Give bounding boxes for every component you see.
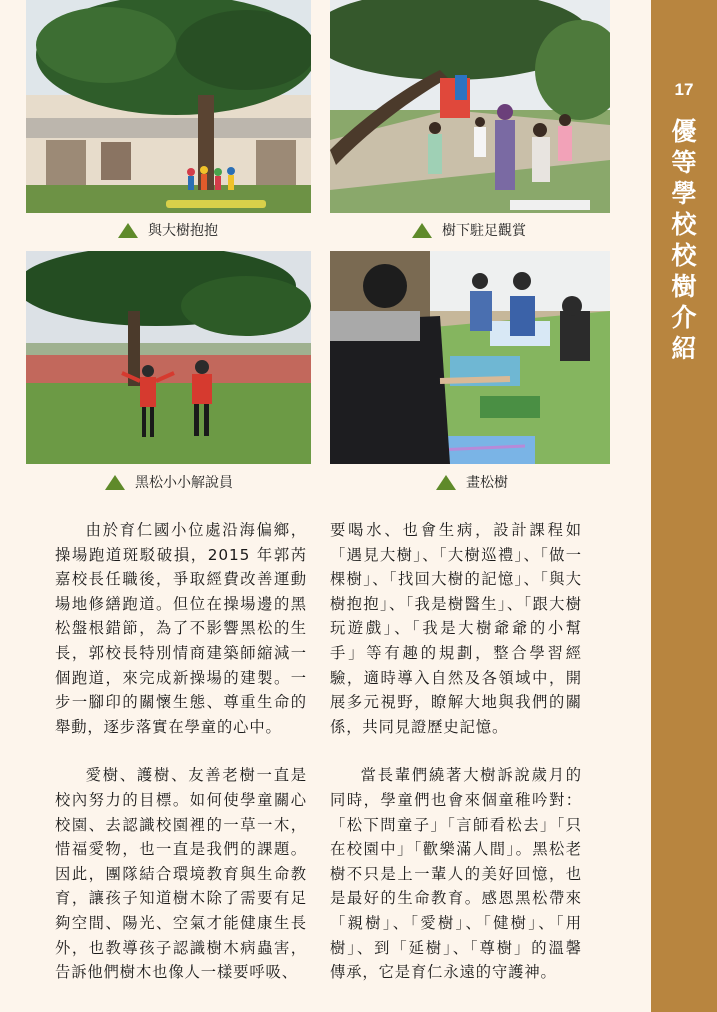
photo-hug-tree: [26, 0, 311, 213]
photo-viewing-under-tree: [330, 0, 610, 213]
caption-text: 黑松小小解說員: [135, 475, 233, 491]
article-right-column: [330, 518, 582, 985]
section-title: 優等學校校樹介紹: [671, 117, 697, 363]
caption-little-guides: [105, 472, 233, 492]
photo-little-guides: [26, 251, 311, 464]
triangle-marker-icon: [105, 475, 125, 490]
triangle-marker-icon: [118, 223, 138, 238]
triangle-marker-icon: [412, 223, 432, 238]
article-paragraph: 當長輩們繞著大樹訴說歲月的同時，學童們也會來個童稚吟對：「松下問童子」「言師看松去」「只在校園中」「歡樂滿人間」。黑松老樹不只是上一輩人的美好回憶，也是最好的生命教育。感恩黑松帶來「親樹」、「愛樹」、「健樹」、「用樹」、到「延樹」、「尊樹」的溫馨傳承，它是育仁永遠的守護神。: [330, 766, 582, 982]
photo-painting-pines: [330, 251, 610, 464]
article-left-column: [55, 518, 307, 985]
article-paragraph: 由於育仁國小位處沿海偏鄉，操場跑道斑駁破損，2015 年郭芮嘉校長任職後，爭取經費改善運動場地修繕跑道。但位在操場邊的黑松盤根錯節，為了不影響黑松的生長，郭校長特別情商建築師縮減一個跑道，來完成新操場的建製。一步一腳印的關懷生態、尊重生命的舉動，逐步落實在學童的心中。: [55, 521, 307, 736]
triangle-marker-icon: [436, 475, 456, 490]
article-paragraph: 要喝水、也會生病，設計課程如「遇見大樹」、「大樹巡禮」、「做一棵樹」、「找回大樹的記憶」、「與大樹抱抱」、「我是樹醫生」、「跟大樹玩遊戲」、「我是大樹爺爺的小幫手」等有趣的規劃，整合學習經驗，適時導入自然及各領域中，開展多元視野，瞭解大地與我們的關係，共同見證歷史記憶。: [330, 521, 582, 736]
caption-text: 與大樹抱抱: [148, 223, 218, 239]
caption-text: 畫松樹: [466, 475, 508, 491]
sidebar: [651, 0, 717, 1012]
caption-viewing-under-tree: [412, 220, 526, 240]
caption-hug-tree: [118, 220, 218, 240]
caption-text: 樹下駐足觀賞: [442, 223, 526, 239]
page-number: 17: [674, 80, 694, 99]
caption-painting-pines: [436, 472, 508, 492]
article-paragraph: 愛樹、護樹、友善老樹一直是校內努力的目標。如何使學童關心校園、去認識校園裡的一草一木，惜福愛物，也一直是我們的課題。因此，團隊結合環境教育與生命教育，讓孩子知道樹木除了需要有足夠空間、陽光、空氣才能健康生長外，也教導孩子認識樹木病蟲害，告訴他們樹木也像人一樣要呼吸、: [55, 766, 307, 982]
